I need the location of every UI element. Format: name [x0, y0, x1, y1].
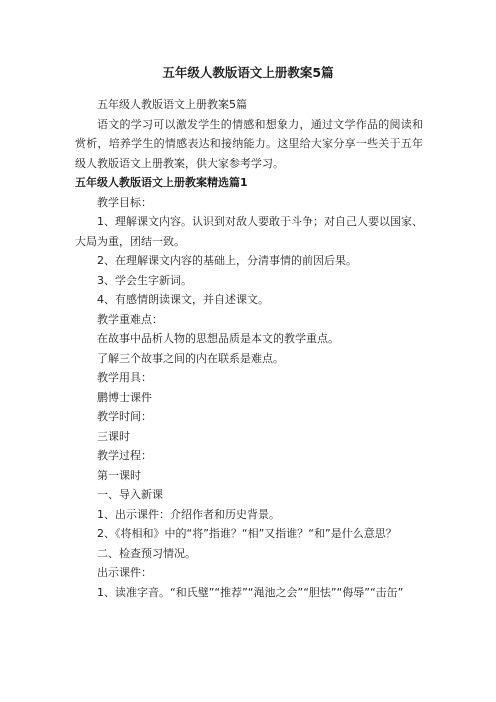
- document-title: 五年级人教版语文上册教案5篇: [162, 65, 334, 80]
- paragraph: 教学过程：: [97, 449, 152, 462]
- paragraph: 1、出示课件：介绍作者和历史背景。: [97, 507, 280, 521]
- paragraph: 3、学会生字新词。: [97, 273, 192, 287]
- paragraph: 教学用具：: [97, 371, 152, 384]
- paragraph: 一、导入新课: [97, 488, 163, 501]
- paragraph: 1、理解课文内容。认识到对敌人要敢于斗争；对自己人要以国家、大局为重，团结一致。: [75, 215, 423, 248]
- paragraph: 二、检查预习情况。: [97, 546, 196, 560]
- paragraph: 教学重难点：: [97, 312, 163, 326]
- paragraph: 2、《将相和》中的“将”指谁？“相”又指谁？“和”是什么意思？: [97, 527, 397, 540]
- document-body: [75, 95, 423, 602]
- paragraph: 出示课件：: [97, 566, 152, 579]
- paragraph: 鹏博士课件: [97, 390, 152, 404]
- paragraph: 第一课时: [97, 468, 141, 482]
- section-heading: 五年级人教版语文上册教案精选篇1: [75, 176, 248, 189]
- paragraph: 教学时间：: [97, 410, 152, 423]
- paragraph: 三课时: [97, 429, 130, 443]
- paragraph: 语文的学习可以激发学生的情感和想象力，通过文学作品的阅读和赏析，培养学生的情感表达和接纳能力。这里给大家分享一些关于五年级人教版语文上册教案，供大家参考学习。: [75, 117, 423, 170]
- paragraph: 4、有感情朗读课文，并自述课文。: [97, 293, 269, 306]
- paragraph: 2、在理解课文内容的基础上，分清事情的前因后果。: [97, 254, 357, 267]
- paragraph: 在故事中品析人物的思想品质是本文的教学重点。: [97, 332, 339, 345]
- paragraph: 教学目标：: [97, 195, 152, 209]
- paragraph: 五年级人教版语文上册教案5篇: [97, 98, 247, 111]
- paragraph: 了解三个故事之间的内在联系是难点。: [97, 351, 284, 365]
- paragraph: 1、读准字音。“和氏璧”“推荐”“渑池之会”“胆怯”“侮辱”“击缶”: [97, 585, 404, 599]
